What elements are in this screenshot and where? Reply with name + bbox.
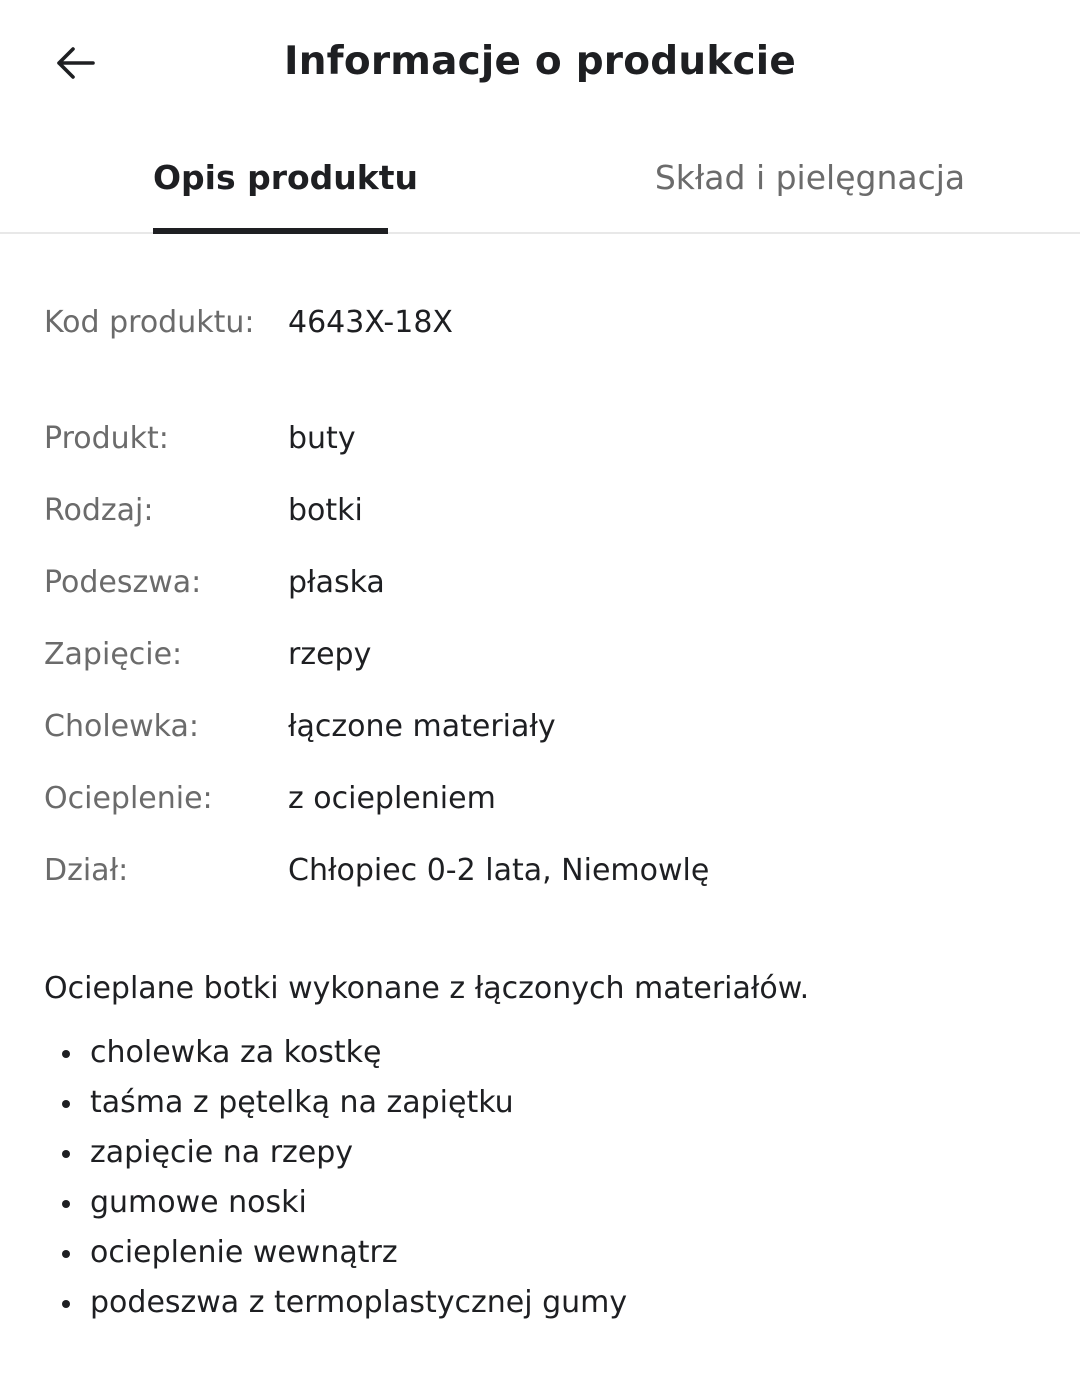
feature-text: ocieplenie wewnątrz xyxy=(90,1235,398,1270)
attribute-value: łączone materiały xyxy=(288,709,556,744)
attribute-row-ocieplenie xyxy=(44,778,1044,850)
attribute-value: rzepy xyxy=(288,637,372,672)
attribute-row-zapiecie xyxy=(44,634,1044,706)
attribute-row-rodzaj xyxy=(44,490,1044,562)
tab-product-description[interactable] xyxy=(153,128,419,232)
list-item xyxy=(44,1282,627,1332)
attribute-label: Ocieplenie: xyxy=(44,781,213,816)
attribute-list xyxy=(44,418,1044,922)
attribute-value: z ociepleniem xyxy=(288,781,496,816)
app-header xyxy=(0,0,1080,128)
feature-text: zapięcie na rzepy xyxy=(90,1135,354,1170)
attribute-label: Podeszwa: xyxy=(44,565,202,600)
list-item xyxy=(44,1182,627,1232)
active-tab-indicator xyxy=(153,228,388,234)
attribute-label: Produkt: xyxy=(44,421,169,456)
tab-bar xyxy=(0,128,1080,234)
attribute-label: Zapięcie: xyxy=(44,637,183,672)
attribute-row-cholewka xyxy=(44,706,1044,778)
attribute-label: Rodzaj: xyxy=(44,493,154,528)
product-code-row xyxy=(44,302,453,344)
bullet-icon xyxy=(62,1100,70,1108)
bullet-icon xyxy=(62,1150,70,1158)
bullet-icon xyxy=(62,1300,70,1308)
feature-text: podeszwa z termoplastycznej gumy xyxy=(90,1285,628,1320)
feature-text: cholewka za kostkę xyxy=(90,1035,382,1070)
attribute-value: botki xyxy=(288,493,363,528)
tab-label: Skład i pielęgnacja xyxy=(654,158,966,197)
attribute-row-podeszwa xyxy=(44,562,1044,634)
list-item xyxy=(44,1132,627,1182)
attribute-label: Dział: xyxy=(44,853,129,888)
product-code-label: Kod produktu: xyxy=(44,305,255,340)
tab-composition-care[interactable] xyxy=(640,128,980,232)
attribute-value: Chłopiec 0-2 lata, Niemowlę xyxy=(288,853,710,888)
list-item xyxy=(44,1032,627,1082)
attribute-row-dzial xyxy=(44,850,1044,922)
list-item xyxy=(44,1082,627,1132)
attribute-value: płaska xyxy=(288,565,385,600)
attribute-row-produkt xyxy=(44,418,1044,490)
feature-list xyxy=(44,1032,627,1332)
attribute-value: buty xyxy=(288,421,356,456)
feature-text: gumowe noski xyxy=(90,1185,307,1220)
bullet-icon xyxy=(62,1200,70,1208)
attribute-label: Cholewka: xyxy=(44,709,199,744)
bullet-icon xyxy=(62,1050,70,1058)
tab-label: Opis produktu xyxy=(153,158,419,197)
feature-text: taśma z pętelką na zapiętku xyxy=(90,1085,514,1120)
list-item xyxy=(44,1232,627,1282)
page-title: Informacje o produkcie xyxy=(283,39,796,84)
bullet-icon xyxy=(62,1250,70,1258)
product-description-text: Ocieplane botki wykonane z łączonych materiałów. xyxy=(44,971,810,1006)
product-code-value: 4643X-18X xyxy=(288,305,453,340)
